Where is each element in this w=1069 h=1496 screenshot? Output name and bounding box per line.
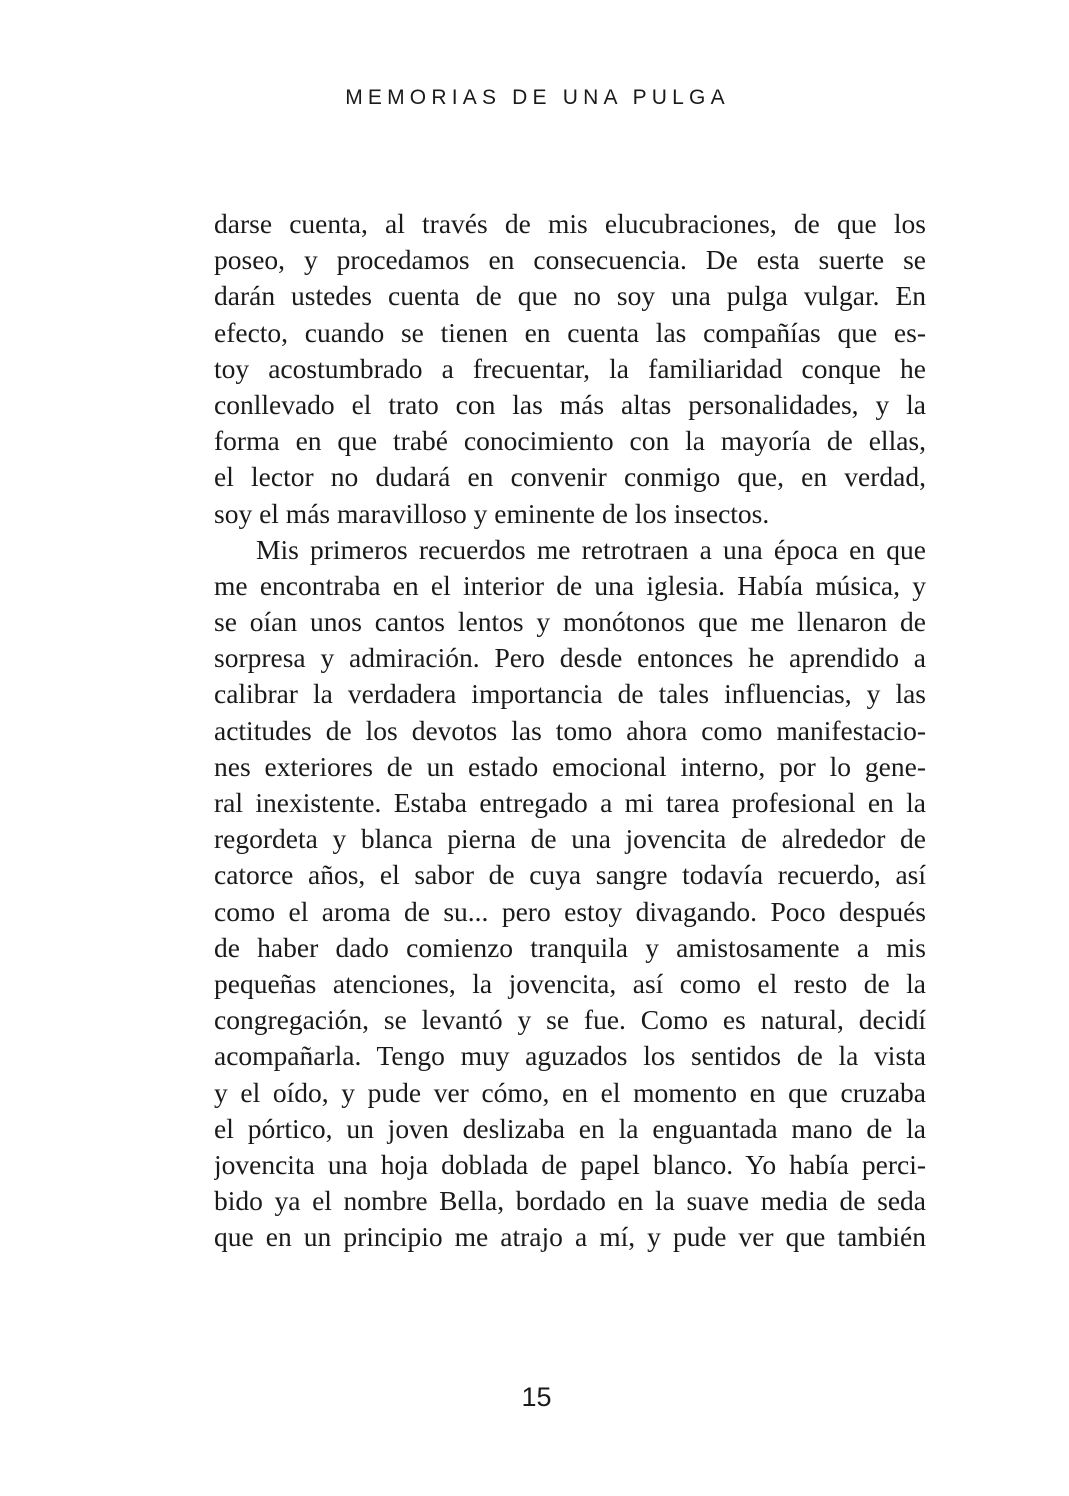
text-line: toy acostumbrado a frecuentar, la familiaridad conque he <box>214 352 926 384</box>
text-line: soy el más maravilloso y eminente de los insectos. <box>214 497 770 529</box>
text-line: calibrar la verdadera importancia de tales influencias, y las <box>214 678 926 710</box>
text-line: el lector no dudará en convenir conmigo que, en verdad, <box>214 461 926 493</box>
text-line: bido ya el nombre Bella, bordado en la suave media de seda <box>214 1185 926 1217</box>
text-line: que en un principio me atrajo a mí, y pude ver que también <box>214 1221 926 1253</box>
text-line: sorpresa y admiración. Pero desde entonces he aprendido a <box>214 642 926 674</box>
paragraph-2 <box>214 532 926 1256</box>
text-line: nes exteriores de un estado emocional interno, por lo gene- <box>214 750 926 782</box>
text-line: ral inexistente. Estaba entregado a mi tarea profesional en la <box>214 787 926 818</box>
text-line: se oían unos cantos lentos y monótonos que me llenaron de <box>214 606 926 638</box>
text-line: catorce años, el sabor de cuya sangre todavía recuerdo, así <box>214 859 926 891</box>
text-line: congregación, se levantó y se fue. Como es natural, decidí <box>214 1004 926 1036</box>
paragraph-1 <box>214 206 926 532</box>
text-line: conllevado el trato con las más altas personalidades, y la <box>214 388 926 420</box>
running-head-title: MEMORIAS DE UNA PULGA <box>345 86 730 109</box>
text-line: el pórtico, un joven deslizaba en la enguantada mano de la <box>214 1112 926 1144</box>
text-line: actitudes de los devotos las tomo ahora como manifestacio- <box>214 714 926 746</box>
body-text <box>214 206 926 1255</box>
text-line: de haber dado comienzo tranquila y amistosamente a mis <box>214 931 926 963</box>
text-line: darán ustedes cuenta de que no soy una pulga vulgar. En <box>214 280 926 312</box>
text-line: forma en que trabé conocimiento con la mayoría de ellas, <box>214 425 926 457</box>
text-line: darse cuenta, al través de mis elucubraciones, de que los <box>214 208 926 239</box>
text-line: poseo, y procedamos en consecuencia. De esta suerte se <box>214 244 926 276</box>
text-line: pequeñas atenciones, la jovencita, así como el resto de la <box>214 967 926 999</box>
text-line: Mis primeros recuerdos me retrotraen a una época en que <box>256 533 926 565</box>
text-line: regordeta y blanca pierna de una jovencita de alrededor de <box>214 823 926 855</box>
page-number: 15 <box>521 1382 552 1412</box>
text-line: efecto, cuando se tienen en cuenta las compañías que es- <box>214 316 926 348</box>
text-line: como el aroma de su... pero estoy divagando. Poco después <box>214 895 926 927</box>
text-line: acompañarla. Tengo muy aguzados los sentidos de la vista <box>214 1040 926 1072</box>
text-line: jovencita una hoja doblada de papel blanco. Yo había perci- <box>214 1148 926 1180</box>
text-line: y el oído, y pude ver cómo, en el momento en que cruzaba <box>214 1076 926 1108</box>
text-line: me encontraba en el interior de una iglesia. Había música, y <box>214 569 926 601</box>
